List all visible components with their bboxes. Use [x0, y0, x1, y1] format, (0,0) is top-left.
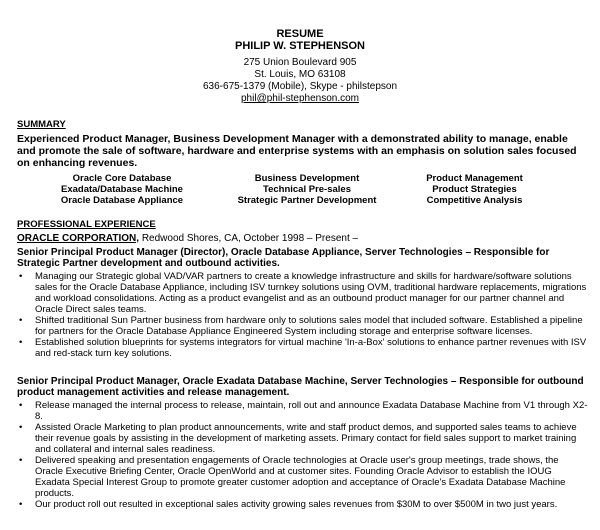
list-item: • Assisted Oracle Marketing to plan product announcements, write and staff product demos, and supported sales teams to achieve their revenue goals by assisting in the development of marketing assets. Primary contact for field sales support to market training and collateral and internal sales readiness. [19, 422, 577, 455]
city-line: St. Louis, MO 63108 [254, 69, 346, 80]
skill-item: Oracle Database Appliance [60, 195, 184, 206]
contact-block [0, 57, 600, 105]
list-item: • Managing our Strategic global VAD/VAR partners to create a knowledge infrastructure and skills for hardware/software solutions sales for the Oracle Database Appliance, including ISV turnkey solutions using OVM, traditional hardware replacements, migrations and workload consolidations. Acting as a product evangelist and as an outbound product manager for our partner channel and Oracle Direct sales teams. [19, 271, 587, 315]
company-name: ORACLE CORPORATION, [17, 233, 140, 244]
summary-text: Experienced Product Manager, Business Development Manager with a demonstrated ability to manage, enable and promote the sale of software, hardware and enterprise systems with an emphasis on solution sales focused on enhancing revenues. [17, 133, 577, 169]
phone-line: 636-675-1379 (Mobile), Skype - philstepson [203, 81, 397, 92]
bullet-icon: • [19, 337, 23, 348]
skills-row [17, 195, 589, 206]
candidate-name: PHILIP W. STEPHENSON [235, 40, 365, 52]
bullet-icon: • [19, 315, 23, 326]
list-item: • Our product roll out resulted in exceptional sales activity growing sales revenues from $30M to over $500M in two just years. [19, 499, 558, 510]
role-bullets [17, 271, 589, 359]
role-bullets [17, 400, 589, 510]
company-detail: Redwood Shores, CA, October 1998 – Present – [139, 233, 359, 244]
skills-row [17, 173, 589, 184]
list-item: • Release managed the internal process to release, maintain, roll out and announce Exadata Database Machine from V1 through X2-8. [19, 400, 588, 422]
skill-item: Business Development [254, 173, 360, 184]
bullet-icon: • [19, 271, 23, 282]
skill-item: Strategic Partner Development [237, 195, 377, 206]
company-line [17, 233, 358, 245]
list-item: • Shifted traditional Sun Partner business from hardware only to solutions sales model that included software. Established a pipeline for partners for the Oracle Database Appliance Engineered System including storage and enterprise software licenses. [19, 315, 583, 337]
skills-row [17, 184, 589, 195]
skill-item: Competitive Analysis [426, 195, 523, 206]
bullet-icon: • [19, 455, 23, 466]
skill-item: Product Strategies [432, 184, 517, 195]
role-title: Senior Principal Product Manager (Director), Oracle Database Appliance, Server Technologies – Responsible for Strategic Partner development and outbound activities. [17, 247, 550, 269]
address-line: 275 Union Boulevard 905 [243, 57, 357, 68]
skill-item: Product Management [426, 173, 523, 184]
experience-heading: PROFESSIONAL EXPERIENCE [17, 219, 156, 230]
skills-grid [17, 173, 589, 206]
skill-item: Exadata/Database Machine [61, 184, 183, 195]
summary-heading: SUMMARY [17, 119, 66, 130]
list-item: • Delivered speaking and presentation engagements of Oracle technologies at Oracle user's group meetings, trade shows, the Oracle Executive Briefing Center, Oracle OpenWorld and at customer sites. Founding Oracle Advisor to establish the IOUG Exadata Special Interest Group to promote greater customer adoption and acceptance of Oracle's Exadata Database Machine products. [19, 455, 566, 499]
email-link[interactable]: phil@phil-stephenson.com [241, 93, 359, 104]
bullet-icon: • [19, 422, 23, 433]
bullet-icon: • [19, 400, 23, 411]
skill-item: Technical Pre-sales [262, 184, 351, 195]
skill-item: Oracle Core Database [72, 173, 172, 184]
role-title: Senior Principal Product Manager, Oracle Exadata Database Machine, Server Technologies – Responsible for outbound product management activities and release management. [17, 376, 584, 398]
resume-title: RESUME [276, 28, 324, 40]
bullet-icon: • [19, 499, 23, 510]
list-item: • Established solution blueprints for systems integrators for virtual machine 'In-a-Box' solutions to enhance partner revenues with ISV and red-stack turn key solutions. [19, 337, 587, 359]
